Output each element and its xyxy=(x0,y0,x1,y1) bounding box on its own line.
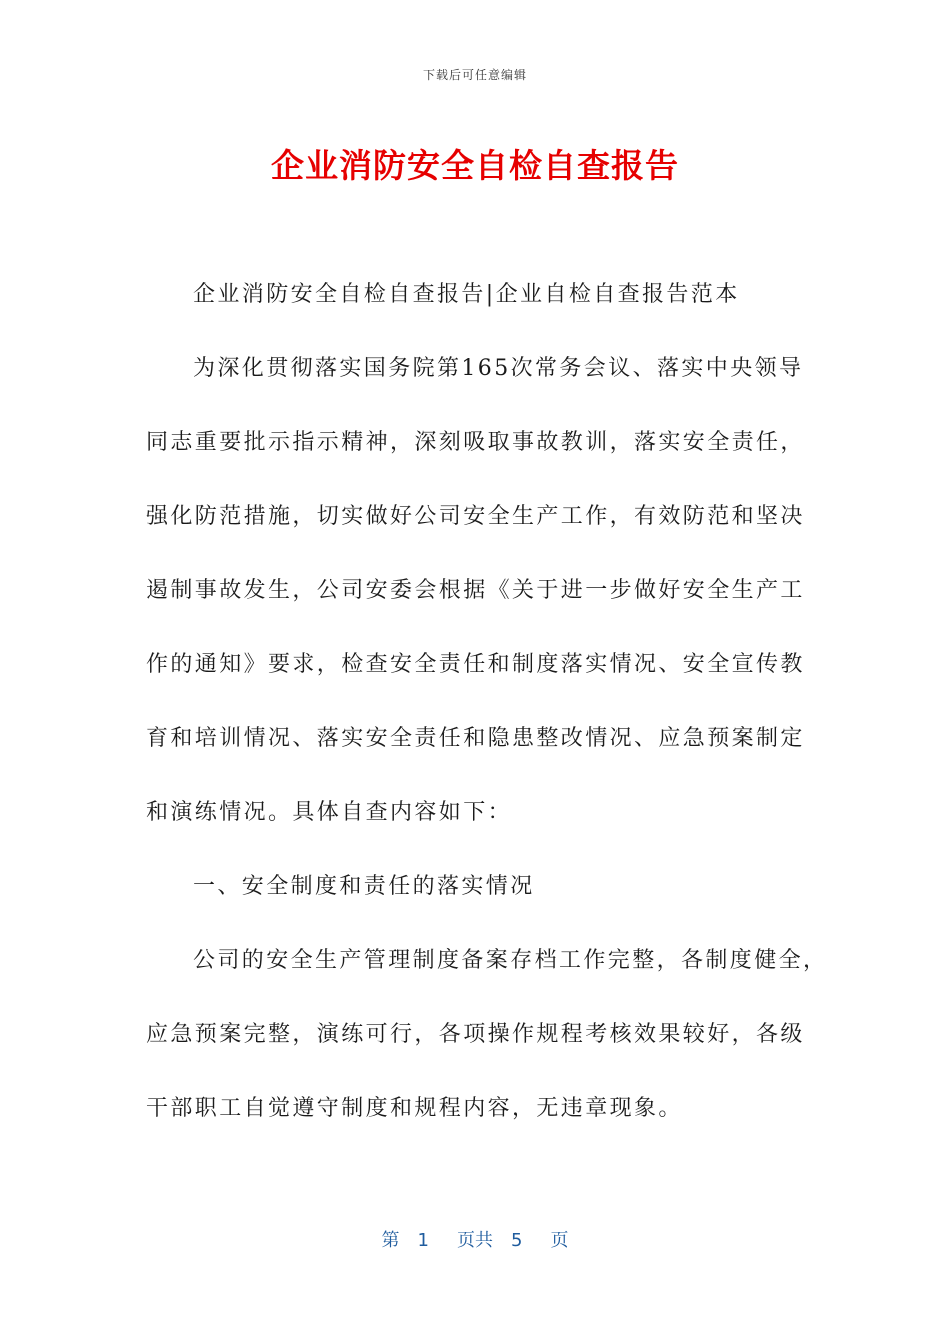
paragraph-line: 遏制事故发生，公司安委会根据《关于进一步做好安全生产工 xyxy=(146,578,805,603)
paragraph-line: 和演练情况。具体自查内容如下： xyxy=(146,800,513,825)
paragraph-line: 应急预案完整，演练可行，各项操作规程考核效果较好，各级 xyxy=(146,1022,805,1047)
subtitle-line: 企业消防安全自检自查报告|企业自检自查报告范本 xyxy=(193,282,740,307)
page-footer xyxy=(0,1226,950,1252)
paragraph-line: 干部职工自觉遵守制度和规程内容，无违章现象。 xyxy=(146,1096,683,1121)
paragraph-line: 育和培训情况、落实安全责任和隐患整改情况、应急预案制定 xyxy=(146,726,805,751)
paragraph-line: 强化防范措施，切实做好公司安全生产工作，有效防范和坚决 xyxy=(146,504,805,529)
section-heading: 一、安全制度和责任的落实情况 xyxy=(193,874,535,899)
paragraph-line: 作的通知》要求，检查安全责任和制度落实情况、安全宣传教 xyxy=(146,652,805,677)
header-note: 下载后可任意编辑 xyxy=(422,68,527,82)
page-label-middle: 页共 xyxy=(457,1230,493,1251)
document-title: 企业消防安全自检自查报告 xyxy=(271,146,679,185)
paragraph-line: 为深化贯彻落实国务院第165次常务会议、落实中央领导 xyxy=(193,356,804,381)
page-label-prefix: 第 xyxy=(381,1230,400,1251)
paragraph-line: 同志重要批示指示精神，深刻吸取事故教训，落实安全责任， xyxy=(146,430,805,455)
current-page-number: 1 xyxy=(417,1230,429,1251)
page-label-suffix: 页 xyxy=(550,1230,569,1251)
paragraph-line: 公司的安全生产管理制度备案存档工作完整，各制度健全， xyxy=(193,948,828,973)
document-body xyxy=(146,276,828,1164)
total-page-count: 5 xyxy=(511,1230,523,1251)
